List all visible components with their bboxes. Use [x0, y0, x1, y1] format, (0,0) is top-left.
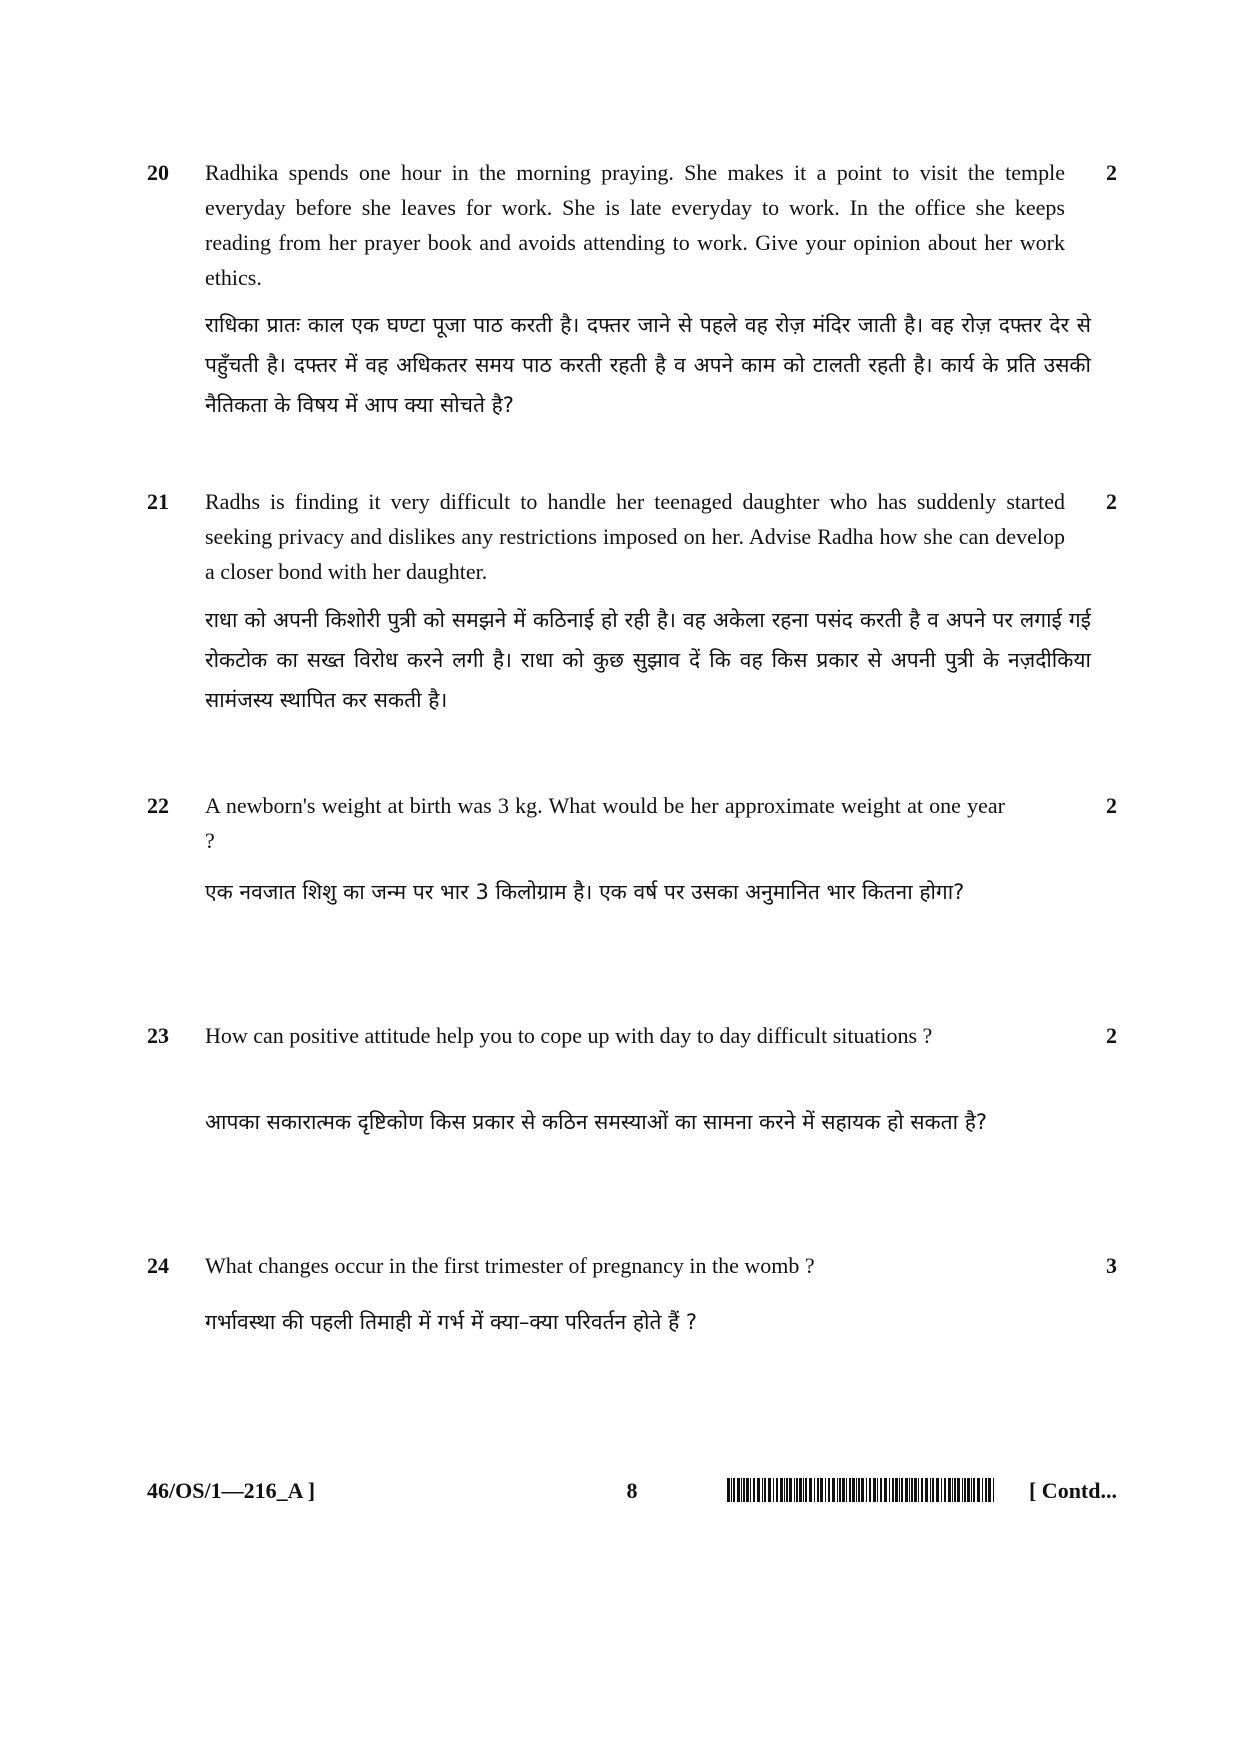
question-text-english: What changes occur in the first trimester of pregnancy in the womb ? — [205, 1253, 815, 1278]
question-number: 21 — [147, 489, 169, 514]
question-text-english: Radhs is finding it very difficult to handle her teenaged daughter who has suddenly started seeking privacy and dislikes any restrictions imposed on her. Advise Radha how she can develop a closer bond with her daughter. — [205, 489, 1065, 584]
question-marks: 2 — [1106, 1023, 1117, 1048]
barcode-icon — [727, 1478, 997, 1502]
question-text-hindi: राधिका प्रातः काल एक घण्टा पूजा पाठ करती है। दफ्तर जाने से पहले वह रोज़ मंदिर जाती है। वह रोज़ दफ्तर देर से पहुँचती है। दफ्तर में वह अधिकतर समय पाठ करती रहती है व अपने काम को टालती रहती है। कार्य के प्रति उसकी नैतिकता के विषय में आप क्या सोचते है? — [205, 313, 1091, 417]
question-marks: 3 — [1106, 1253, 1117, 1278]
question-number: 23 — [147, 1023, 169, 1048]
page-footer — [147, 1474, 1117, 1508]
question-text-english: How can positive attitude help you to cope up with day to day difficult situations ? — [205, 1023, 933, 1048]
question-text-english: Radhika spends one hour in the morning praying. She makes it a point to visit the temple everyday before she leaves for work. She is late everyday to work. In the office she keeps reading from her prayer book and avoids attending to work. Give your opinion about her work ethics. — [205, 160, 1065, 290]
question-marks: 2 — [1106, 489, 1117, 514]
question-text-hindi: एक नवजात शिशु का जन्म पर भार 3 किलोग्राम है। एक वर्ष पर उसका अनुमानित भार कितना होगा? — [205, 880, 965, 904]
question-number: 22 — [147, 793, 169, 818]
question-text-hindi: राधा को अपनी किशोरी पुत्री को समझने में कठिनाई हो रही है। वह अकेला रहना पसंद करती है व अपने पर लगाई गई रोकटोक का सख्त विरोध करने लगी है। राधा को कुछ सुझाव दें कि वह किस प्रकार से अपनी पुत्री के नज़दीकिया सामंजस्य स्थापित कर सकती है। — [205, 608, 1091, 712]
paper-code: 46/OS/1—216_A ] — [147, 1478, 316, 1503]
continued-label: [ Contd... — [1028, 1478, 1117, 1503]
question-text-english: A newborn's weight at birth was 3 kg. What would be her approximate weight at one year ? — [205, 793, 1005, 853]
question-marks: 2 — [1106, 793, 1117, 818]
page-number: 8 — [626, 1478, 638, 1503]
question-marks: 2 — [1106, 160, 1117, 185]
question-number: 20 — [147, 160, 169, 185]
question-number: 24 — [147, 1253, 169, 1278]
question-text-hindi: आपका सकारात्मक दृष्टिकोण किस प्रकार से कठिन समस्याओं का सामना करने में सहायक हो सकता है? — [205, 1110, 988, 1134]
question-text-hindi: गर्भावस्था की पहली तिमाही में गर्भ में क्या–क्या परिवर्तन होते हैं ? — [205, 1310, 698, 1334]
